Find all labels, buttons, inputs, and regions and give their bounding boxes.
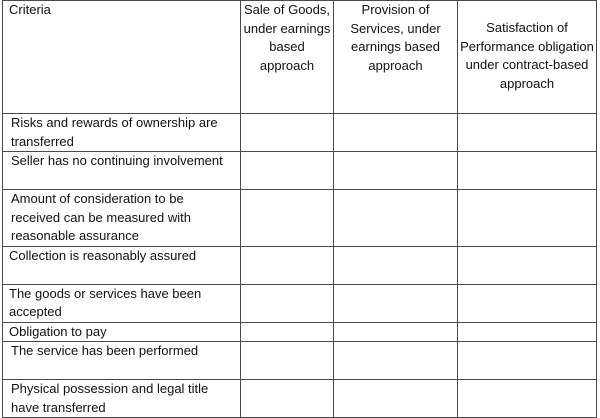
performance-obligation-header: Satisfaction of Performance obligation under contract-based approach xyxy=(458,1,597,114)
sale-of-goods-header: Sale of Goods, under earnings based approach xyxy=(241,1,334,114)
provision-of-services-cell xyxy=(334,246,458,284)
table-row xyxy=(3,114,597,152)
criteria-cell: Physical possession and legal title have transferred xyxy=(3,380,241,418)
performance-obligation-cell xyxy=(458,380,597,418)
provision-of-services-cell xyxy=(334,190,458,247)
table-row xyxy=(3,342,597,380)
criteria-cell: The service has been performed xyxy=(3,342,241,380)
performance-obligation-cell xyxy=(458,190,597,247)
sale-of-goods-cell xyxy=(241,152,334,190)
performance-obligation-cell xyxy=(458,284,597,322)
revenue-recognition-criteria-table xyxy=(2,0,597,418)
criteria-cell: Obligation to pay xyxy=(3,322,241,342)
sale-of-goods-cell xyxy=(241,190,334,247)
table-row xyxy=(3,380,597,418)
table-row xyxy=(3,284,597,322)
performance-obligation-cell xyxy=(458,322,597,342)
criteria-cell: The goods or services have been accepted xyxy=(3,284,241,322)
table-row xyxy=(3,190,597,247)
performance-obligation-cell xyxy=(458,246,597,284)
provision-of-services-cell xyxy=(334,114,458,152)
provision-of-services-header: Provision of Services, under earnings based approach xyxy=(334,1,458,114)
criteria-cell: Collection is reasonably assured xyxy=(3,246,241,284)
sale-of-goods-cell xyxy=(241,114,334,152)
criteria-header: Criteria xyxy=(3,1,241,114)
performance-obligation-cell xyxy=(458,114,597,152)
performance-obligation-cell xyxy=(458,342,597,380)
criteria-cell: Risks and rewards of ownership are transferred xyxy=(3,114,241,152)
provision-of-services-cell xyxy=(334,322,458,342)
criteria-cell: Seller has no continuing involvement xyxy=(3,152,241,190)
provision-of-services-cell xyxy=(334,284,458,322)
sale-of-goods-cell xyxy=(241,246,334,284)
sale-of-goods-cell xyxy=(241,342,334,380)
sale-of-goods-cell xyxy=(241,284,334,322)
provision-of-services-cell xyxy=(334,342,458,380)
criteria-cell: Amount of consideration to be received can be measured with reasonable assurance xyxy=(3,190,241,247)
performance-obligation-cell xyxy=(458,152,597,190)
provision-of-services-cell xyxy=(334,380,458,418)
header-row xyxy=(3,1,597,114)
table-row xyxy=(3,246,597,284)
table-row xyxy=(3,322,597,342)
table-row xyxy=(3,152,597,190)
sale-of-goods-cell xyxy=(241,322,334,342)
sale-of-goods-cell xyxy=(241,380,334,418)
provision-of-services-cell xyxy=(334,152,458,190)
